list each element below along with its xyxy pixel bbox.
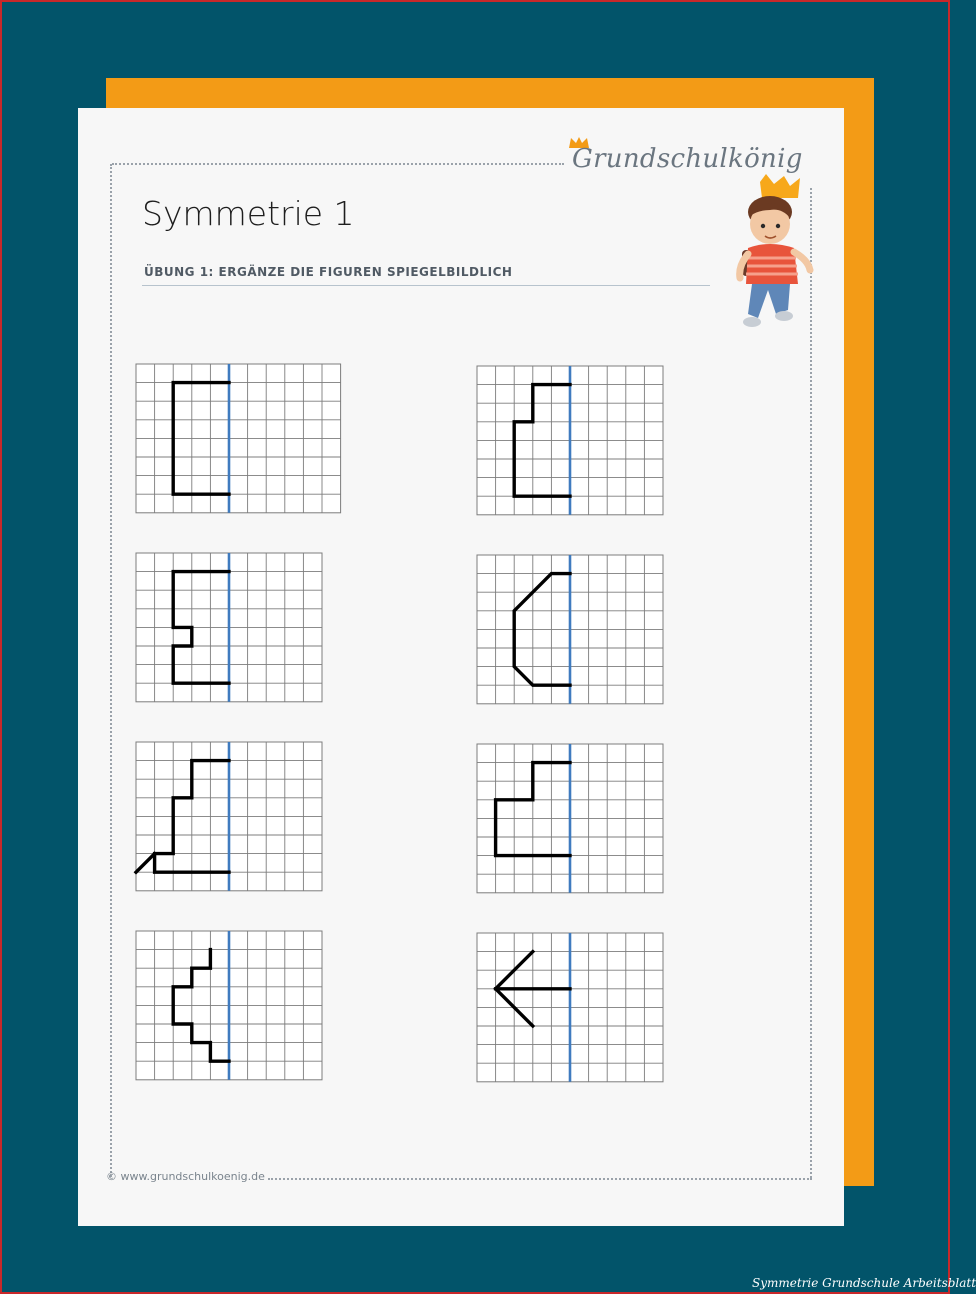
- symmetry-grid-8[interactable]: [477, 933, 663, 1082]
- symmetry-grid-7[interactable]: [136, 931, 322, 1080]
- brand-logo[interactable]: Grundschulkönig: [572, 144, 803, 174]
- exercise-instruction: ÜBUNG 1: ERGÄNZE DIE FIGUREN SPIEGELBILDLICH: [144, 265, 513, 279]
- symmetry-grid-5[interactable]: [136, 742, 322, 891]
- symmetry-grid-3[interactable]: [136, 553, 322, 702]
- image-caption: Symmetrie Grundschule Arbeitsblatt: [752, 1276, 976, 1290]
- footer-copyright[interactable]: © www.grundschulkoenig.de: [106, 1170, 265, 1183]
- symmetry-grid-2[interactable]: [477, 366, 663, 515]
- symmetry-grid-1[interactable]: [136, 364, 341, 513]
- symmetry-grid-6[interactable]: [477, 744, 663, 893]
- symmetry-grid-4[interactable]: [477, 555, 663, 704]
- worksheet-title: Symmetrie 1: [142, 194, 355, 233]
